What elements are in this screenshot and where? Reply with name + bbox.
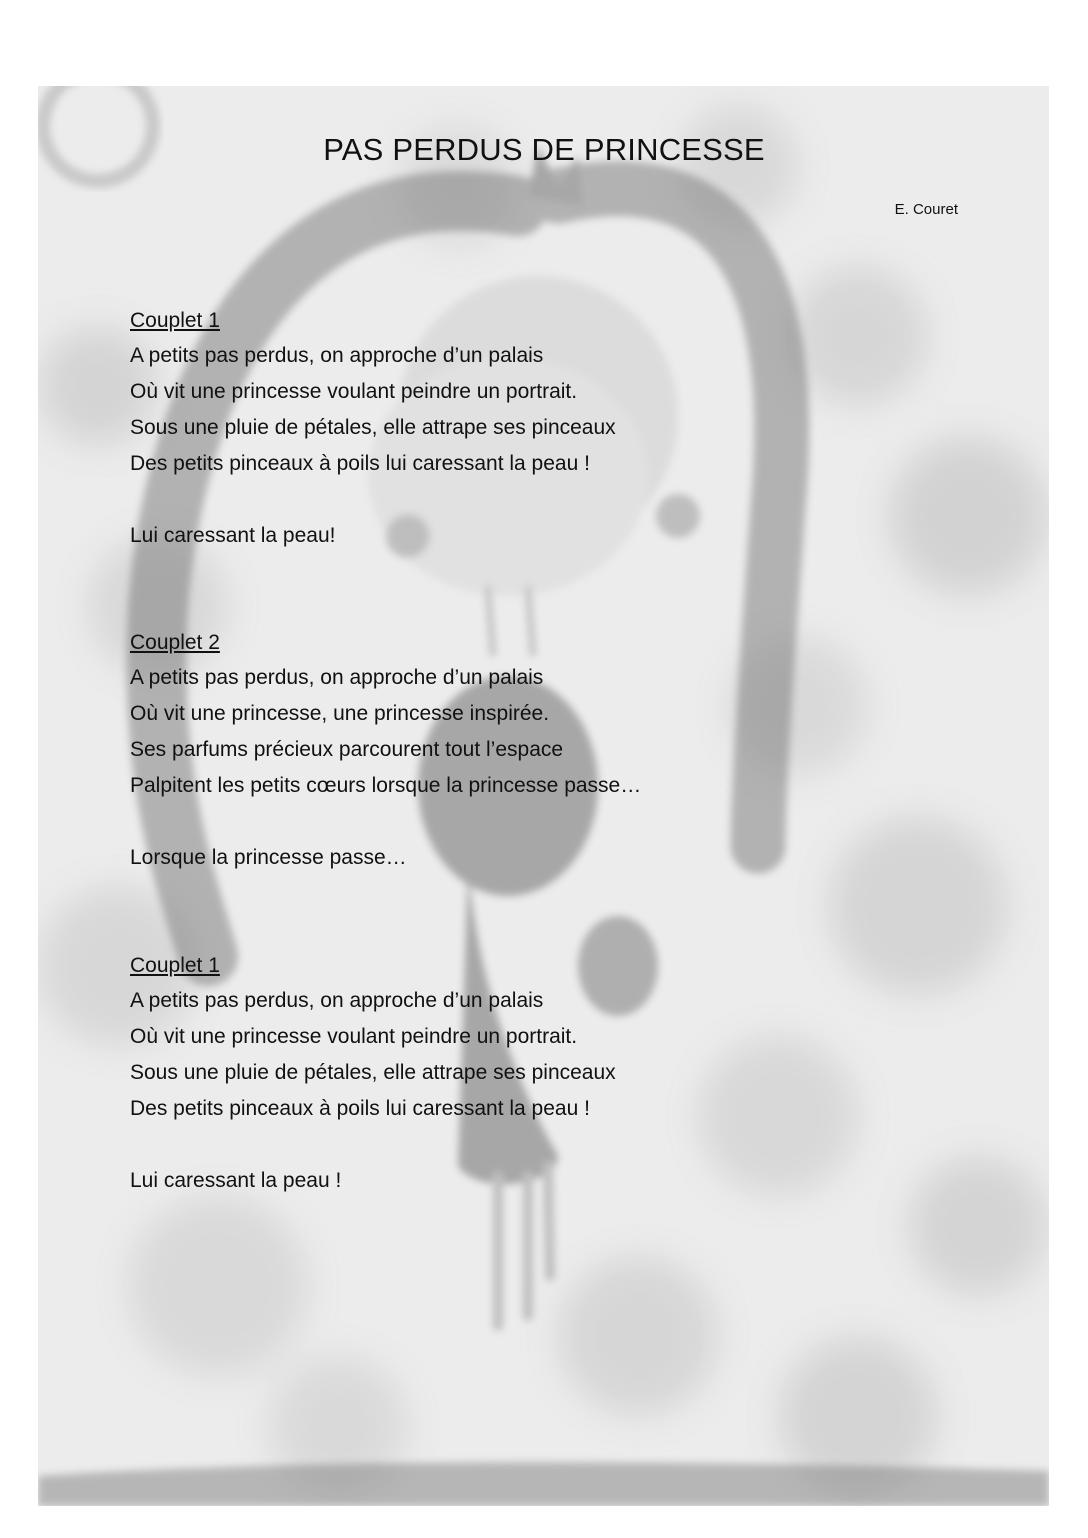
verse-refrain: Lui caressant la peau ! <box>130 1169 342 1192</box>
verse-heading: Couplet 1 <box>130 309 220 332</box>
verse-heading: Couplet 1 <box>130 954 220 977</box>
verse-line: Où vit une princesse, une princesse inspirée. <box>130 702 550 725</box>
verse-line: Palpitent les petits cœurs lorsque la princesse passe… <box>130 774 642 797</box>
verse-line: Des petits pinceaux à poils lui caressant la peau ! <box>130 1097 590 1120</box>
verse-1 <box>130 303 616 554</box>
verse-heading: Couplet 2 <box>130 631 220 654</box>
author-name: E. Couret <box>894 201 958 218</box>
verse-3 <box>130 948 616 1199</box>
verse-line: A petits pas perdus, on approche d’un palais <box>130 666 544 689</box>
verse-2 <box>130 625 641 876</box>
verse-refrain: Lorsque la princesse passe… <box>130 846 407 869</box>
verse-line: Des petits pinceaux à poils lui caressant la peau ! <box>130 452 590 475</box>
verse-line: Où vit une princesse voulant peindre un portrait. <box>130 1025 578 1048</box>
verse-line: A petits pas perdus, on approche d’un palais <box>130 344 544 367</box>
verse-line: A petits pas perdus, on approche d’un palais <box>130 989 544 1012</box>
verse-refrain: Lui caressant la peau! <box>130 524 336 547</box>
verse-line: Où vit une princesse voulant peindre un portrait. <box>130 380 578 403</box>
verse-line: Sous une pluie de pétales, elle attrape ses pinceaux <box>130 1061 616 1084</box>
verse-line: Sous une pluie de pétales, elle attrape ses pinceaux <box>130 416 616 439</box>
verse-line: Ses parfums précieux parcourent tout l’espace <box>130 738 564 761</box>
document-title: PAS PERDUS DE PRINCESSE <box>323 132 765 167</box>
